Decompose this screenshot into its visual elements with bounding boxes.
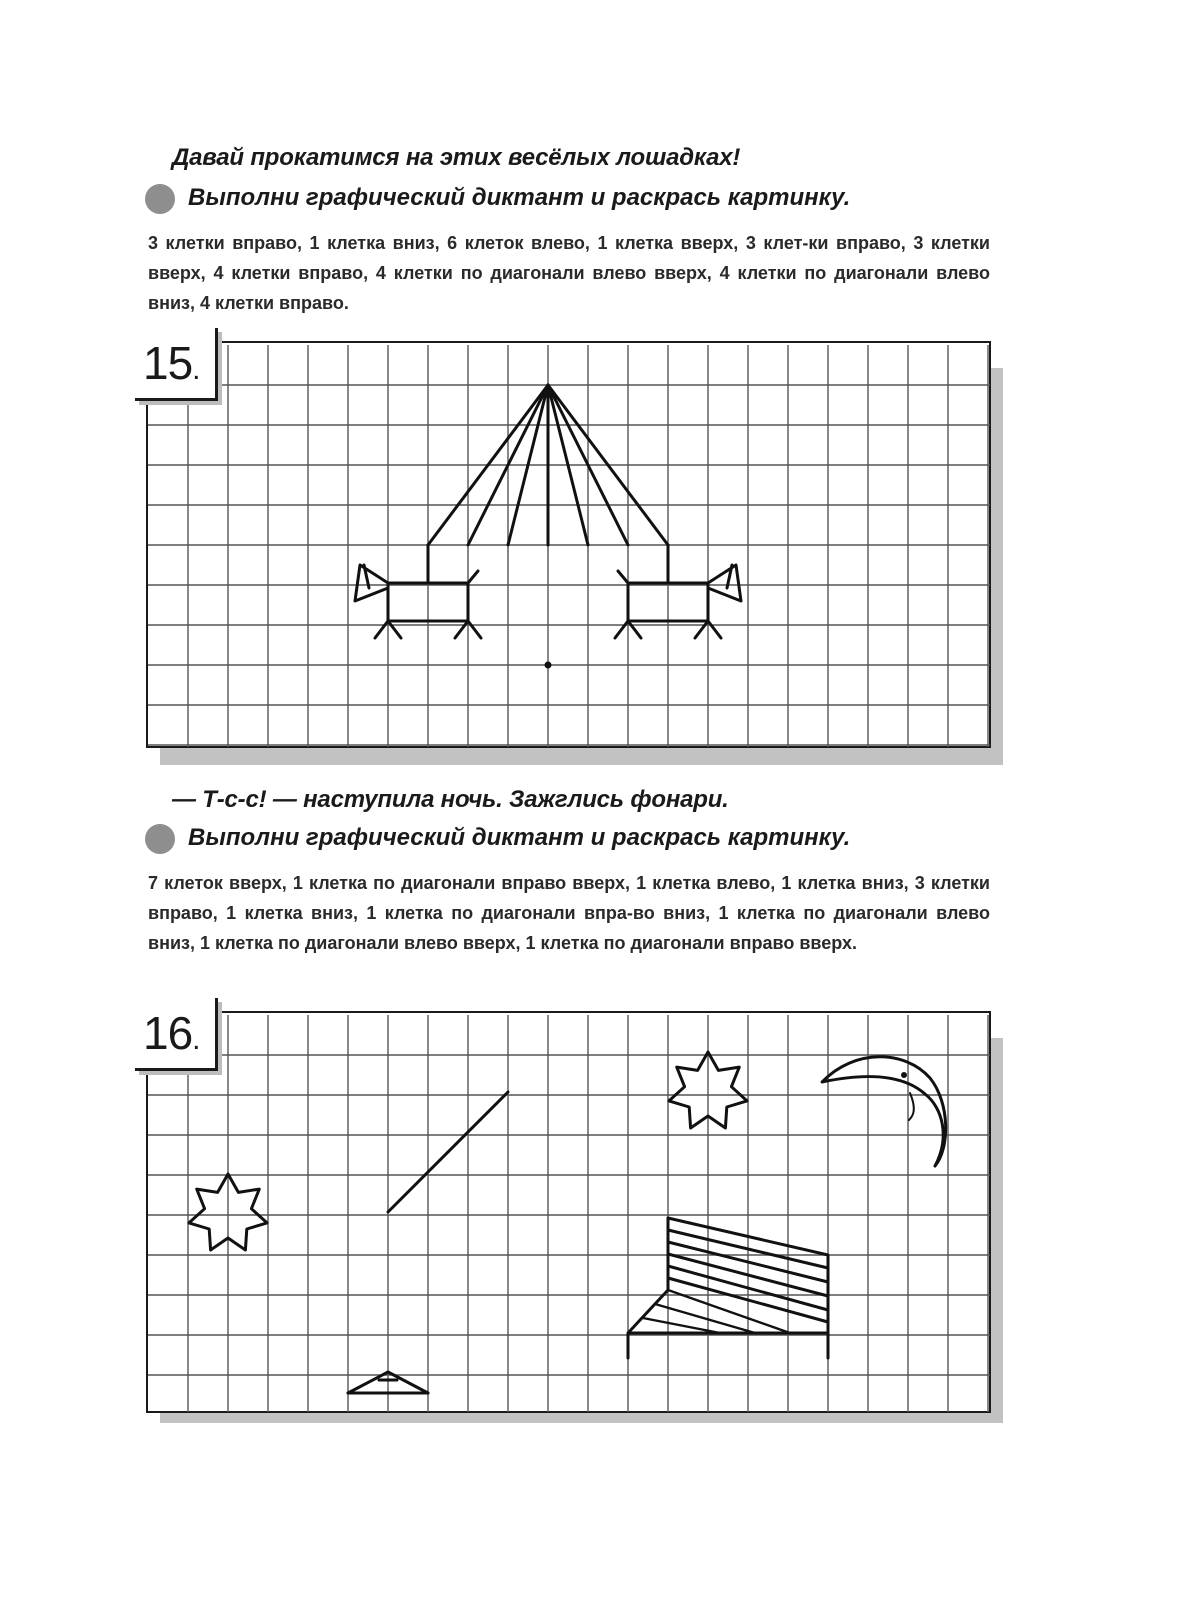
section1-dictation: 3 клетки вправо, 1 клетка вниз, 6 клеток влево, 1 клетка вверх, 3 клет-ки вправо, 3 клетки вверх, 4 клетки вправо, 4 клетки по диагонали влево вверх, 4 клетки по диагонали влево вниз, 4 клетки вправо. xyxy=(148,233,990,313)
grid-frame xyxy=(147,1012,990,1412)
exercise-number: 15. xyxy=(143,337,200,389)
exercise-number-box xyxy=(135,998,218,1071)
exercise-number-box xyxy=(135,328,218,401)
exercise-number: 16. xyxy=(143,1007,200,1059)
exercise-15 xyxy=(135,328,1015,778)
section1-task: Выполни графический диктант и раскрась картинку. xyxy=(188,184,851,211)
section2-dictation: 7 клеток вверх, 1 клетка по диагонали вправо вверх, 1 клетка влево, 1 клетка вниз, 3 клетки вправо, 1 клетка вниз, 1 клетка по диагонали впра-во вниз, 1 клетка по диагонали влево вниз, 1 клетка по диагонали влево вверх, 1 клетка по диагонали вправо вверх. xyxy=(148,873,990,953)
section2-task: Выполни графический диктант и раскрась картинку. xyxy=(188,824,851,851)
section2-lead: — Т-с-с! — наступила ночь. Зажглись фонари. xyxy=(172,786,729,813)
moon-eye xyxy=(901,1072,907,1078)
exercise-16 xyxy=(135,998,1015,1438)
start-point xyxy=(545,662,552,669)
grid-16 xyxy=(135,998,1015,1438)
bullet-icon xyxy=(145,824,175,854)
bullet-icon xyxy=(145,184,175,214)
section1-lead: Давай прокатимся на этих весёлых лошадках! xyxy=(172,144,741,171)
grid-15 xyxy=(135,328,1015,778)
